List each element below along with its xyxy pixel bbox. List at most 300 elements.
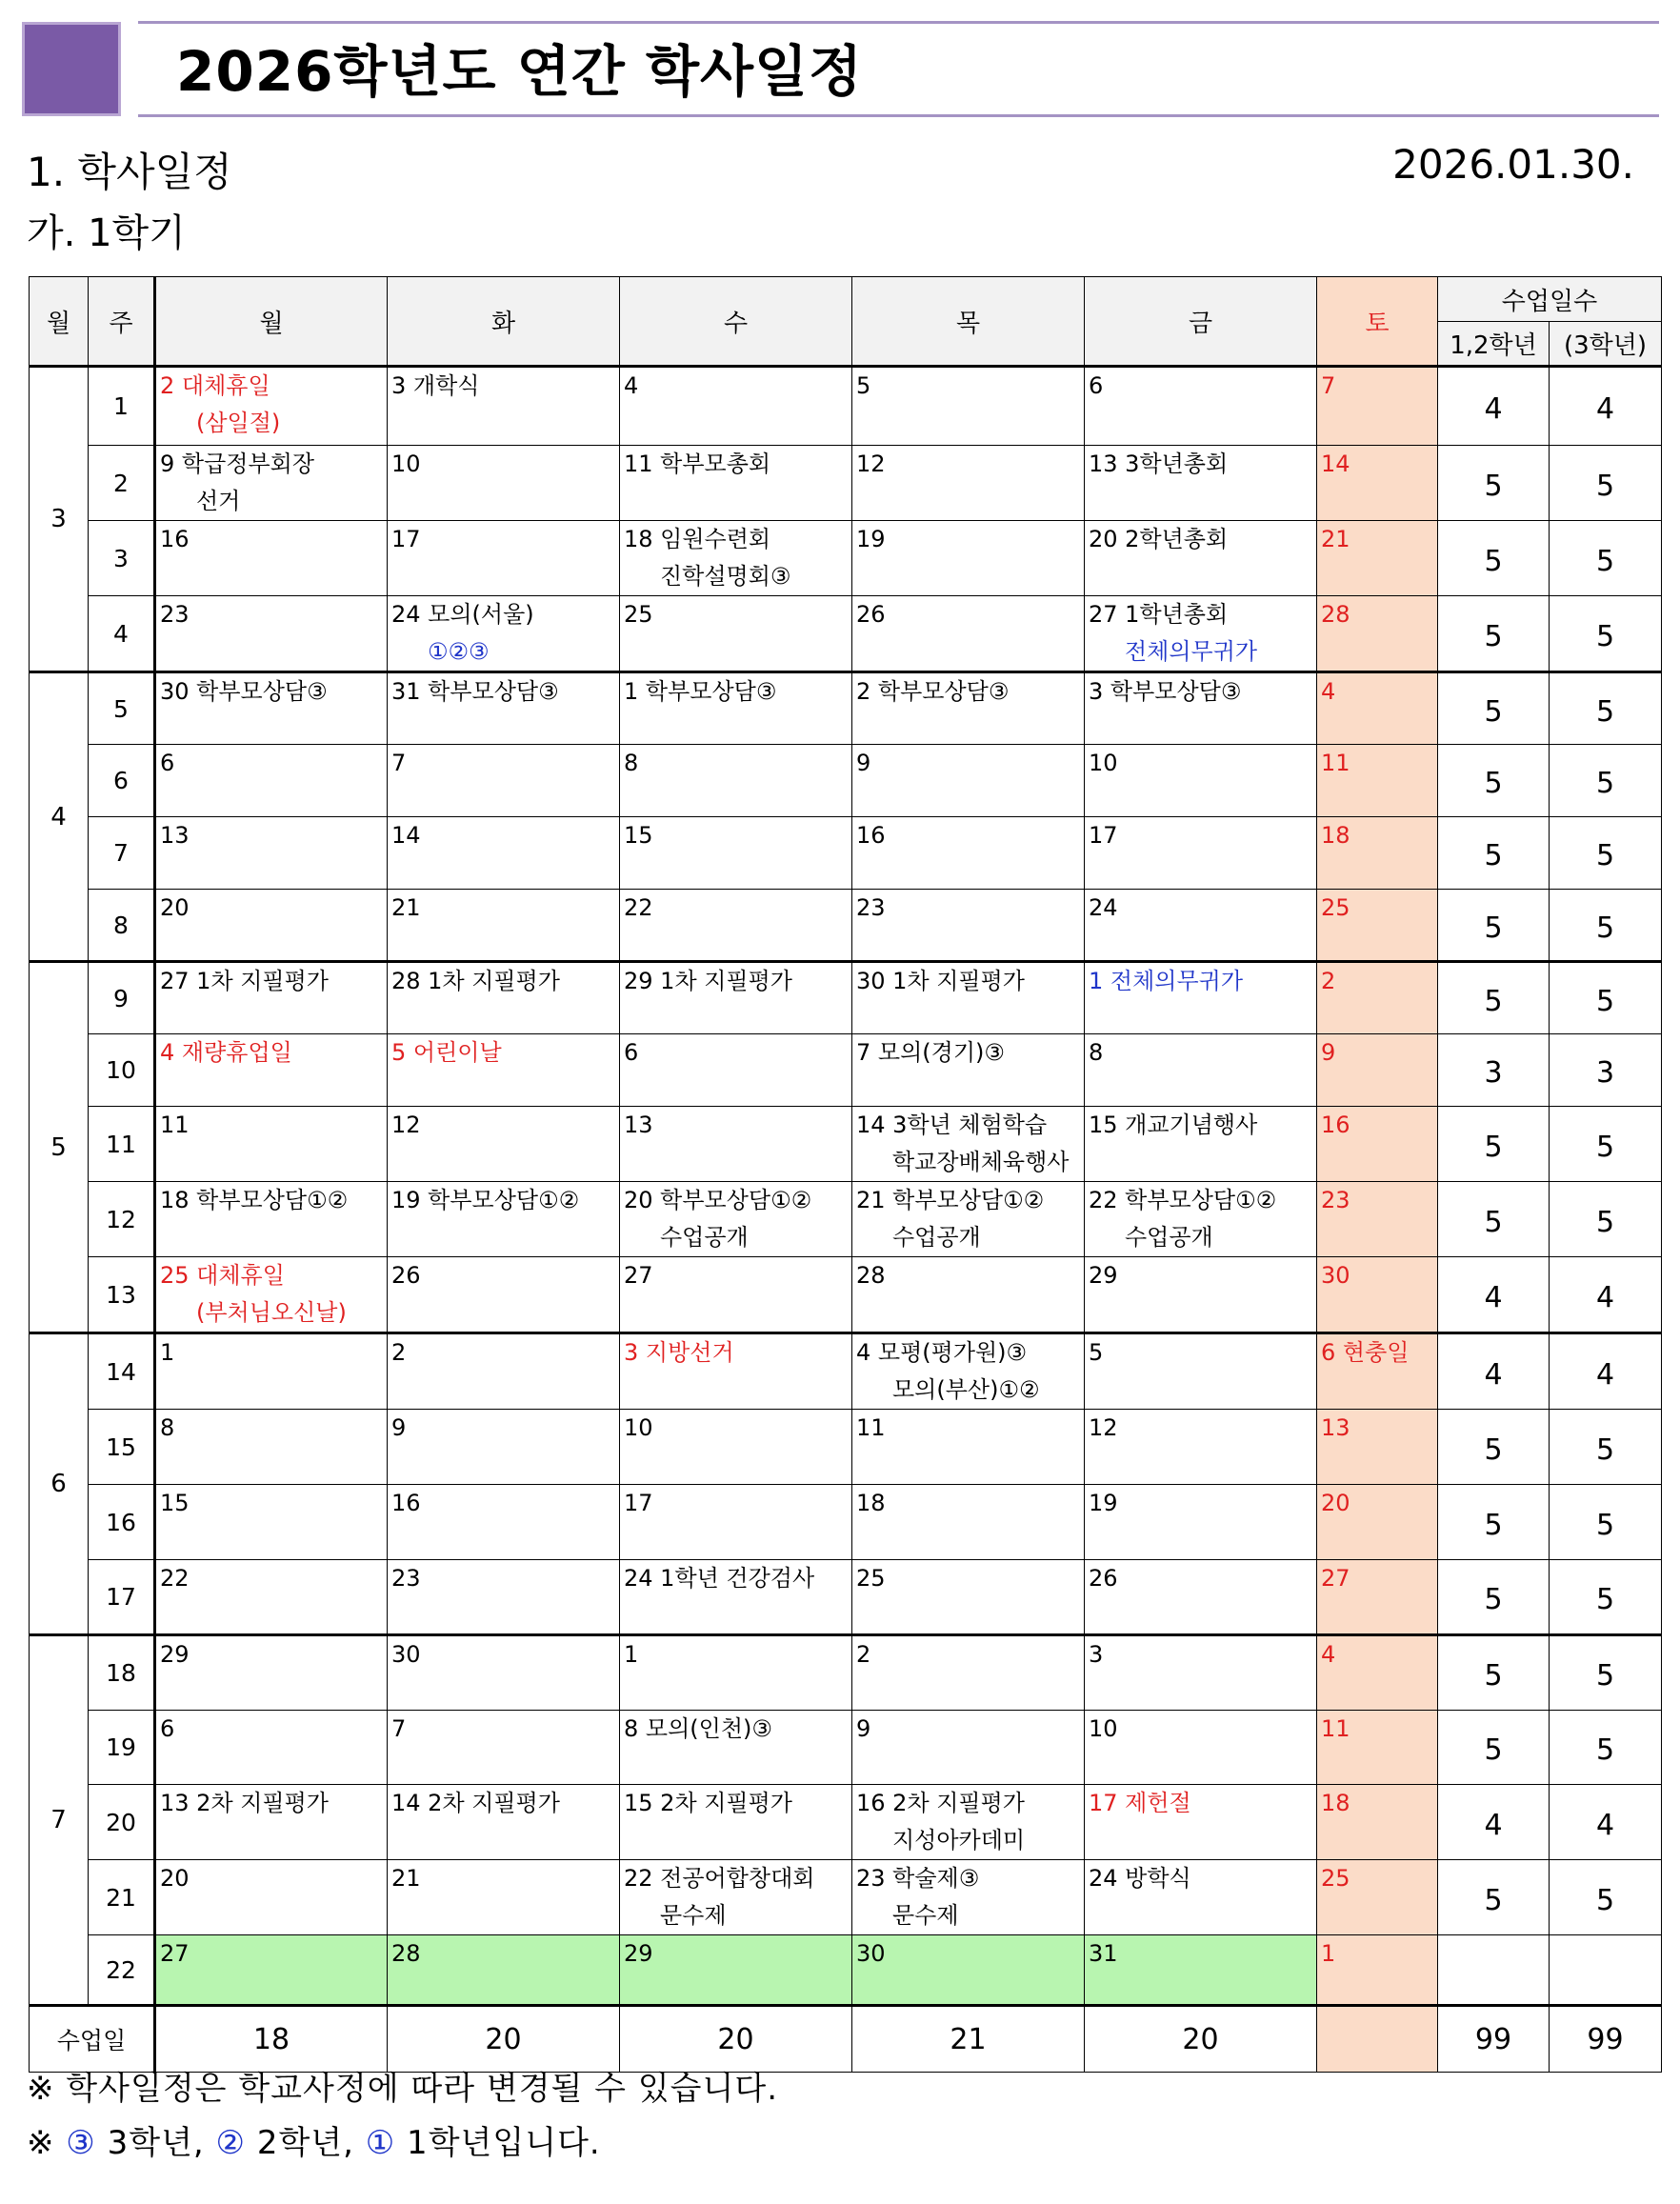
day-events	[1085, 745, 1316, 782]
header-grade12: 1,2학년	[1438, 322, 1550, 367]
day-cell	[1317, 962, 1438, 1034]
day-cell	[620, 1107, 852, 1182]
day-events	[1085, 1935, 1316, 1973]
title-rule-bottom	[138, 114, 1659, 117]
day-events	[388, 1636, 619, 1673]
week-row	[30, 745, 1662, 817]
day-events	[1085, 368, 1316, 405]
day-events	[620, 1107, 851, 1144]
day-text: 7 모의(경기)③	[856, 1039, 1005, 1066]
day-events	[156, 1636, 387, 1673]
day-text: 11 학부모총회	[624, 451, 771, 477]
day-events	[620, 1182, 851, 1256]
week-number: 22	[89, 1935, 155, 2006]
day-events	[156, 1334, 387, 1372]
day-events	[388, 1711, 619, 1748]
day-text: 학교장배체육행사	[892, 1149, 1070, 1175]
class-days-grade3: 5	[1550, 745, 1662, 817]
day-events	[156, 1107, 387, 1144]
day-text: 26	[1089, 1565, 1118, 1592]
day-text: 9	[1321, 1039, 1336, 1066]
day-text: 18	[856, 1490, 886, 1516]
day-events	[156, 1257, 387, 1332]
day-cell	[388, 1860, 620, 1935]
day-text: 2	[1321, 968, 1336, 994]
day-events	[852, 963, 1084, 1000]
day-events	[1085, 1257, 1316, 1294]
day-cell	[1317, 890, 1438, 962]
day-cell	[1085, 367, 1317, 446]
day-text: 16	[1321, 1112, 1350, 1138]
day-events	[620, 1334, 851, 1372]
day-text: 9	[391, 1414, 407, 1441]
day-events	[620, 1560, 851, 1597]
class-days-grade3: 5	[1550, 1410, 1662, 1485]
day-cell	[1085, 1935, 1317, 2006]
day-cell	[388, 367, 620, 446]
day-text: 5	[1089, 1339, 1104, 1366]
day-cell	[1085, 962, 1317, 1034]
day-cell	[620, 1785, 852, 1860]
day-cell	[620, 1860, 852, 1935]
day-cell	[1085, 596, 1317, 672]
class-days-grade12: 5	[1438, 745, 1550, 817]
week-row	[30, 446, 1662, 521]
day-text: 20	[1321, 1490, 1350, 1516]
day-cell	[1317, 446, 1438, 521]
day-cell	[1317, 1935, 1438, 2006]
day-text: 23	[160, 601, 190, 628]
day-events	[620, 1860, 851, 1934]
day-cell	[388, 446, 620, 521]
day-cell	[1317, 1257, 1438, 1333]
week-row	[30, 1860, 1662, 1935]
day-cell	[155, 1410, 388, 1485]
day-text: 21 학부모상담①②	[856, 1187, 1045, 1213]
note-line	[27, 2116, 601, 2163]
day-cell	[1085, 1107, 1317, 1182]
day-events	[1085, 1785, 1316, 1822]
day-cell	[1317, 1635, 1438, 1711]
day-text: 7	[391, 1715, 407, 1742]
day-cell	[620, 890, 852, 962]
day-cell	[1317, 1711, 1438, 1785]
day-text: 8	[624, 750, 639, 776]
total-grade12: 99	[1438, 2006, 1550, 2073]
day-cell	[1317, 1410, 1438, 1485]
week-number: 11	[89, 1107, 155, 1182]
day-cell	[852, 890, 1085, 962]
day-events	[852, 1860, 1084, 1934]
day-cell	[1317, 745, 1438, 817]
day-cell	[620, 1635, 852, 1711]
week-row	[30, 1333, 1662, 1410]
day-cell	[388, 1410, 620, 1485]
day-cell	[1317, 596, 1438, 672]
total-days: 20	[388, 2006, 620, 2073]
day-text: 29 1차 지필평가	[624, 968, 792, 994]
day-text: 30 1차 지필평가	[856, 968, 1025, 994]
day-cell	[155, 1182, 388, 1257]
day-text: 20 2학년총회	[1089, 526, 1229, 552]
day-text: 17	[1089, 822, 1118, 849]
day-text: 8	[1089, 1039, 1104, 1066]
day-cell	[1317, 1107, 1438, 1182]
day-cell	[388, 817, 620, 890]
day-text: 1	[160, 1339, 175, 1366]
day-cell	[155, 672, 388, 745]
day-cell	[852, 1485, 1085, 1560]
day-events	[1085, 1711, 1316, 1748]
day-cell	[620, 367, 852, 446]
day-text: 4	[624, 372, 639, 399]
day-events	[1085, 446, 1316, 483]
day-text: 6	[160, 750, 175, 776]
day-events	[1317, 1334, 1437, 1372]
day-text: 29	[624, 1940, 653, 1967]
day-cell	[388, 1257, 620, 1333]
day-cell	[852, 1182, 1085, 1257]
day-cell	[1085, 1860, 1317, 1935]
day-events	[1085, 1182, 1316, 1256]
day-text: (삼일절)	[196, 410, 281, 436]
week-number: 16	[89, 1485, 155, 1560]
schedule-table	[29, 276, 1662, 2073]
day-text: 13	[1321, 1414, 1350, 1441]
day-cell	[1085, 745, 1317, 817]
day-text: 28	[1321, 601, 1350, 628]
day-events	[1085, 1485, 1316, 1522]
week-number: 9	[89, 962, 155, 1034]
day-text: 29	[160, 1641, 190, 1668]
class-days-grade3: 5	[1550, 890, 1662, 962]
day-cell	[155, 1257, 388, 1333]
day-cell	[388, 1935, 620, 2006]
day-events	[388, 1034, 619, 1072]
day-events	[388, 368, 619, 405]
day-text: 19 학부모상담①②	[391, 1187, 580, 1213]
day-text: 14	[1321, 451, 1350, 477]
week-row	[30, 672, 1662, 745]
total-days: 20	[620, 2006, 852, 2073]
day-text: 3 개학식	[391, 372, 480, 399]
day-text: 2	[391, 1339, 407, 1366]
day-cell	[1085, 521, 1317, 596]
day-cell	[155, 1333, 388, 1410]
day-text: 11	[856, 1414, 886, 1441]
day-text: 26	[856, 601, 886, 628]
day-text: 14 3학년 체험학습	[856, 1112, 1048, 1138]
note-text: ※	[27, 2124, 67, 2162]
day-text: 29	[1089, 1262, 1118, 1289]
week-number: 12	[89, 1182, 155, 1257]
class-days-grade12: 3	[1438, 1034, 1550, 1107]
day-events	[852, 817, 1084, 854]
day-cell	[852, 817, 1085, 890]
class-days-grade12: 5	[1438, 890, 1550, 962]
total-days: 18	[155, 2006, 388, 2073]
day-text: 4 모평(평가원)③	[856, 1339, 1028, 1366]
day-events	[1317, 368, 1437, 405]
day-text: 1	[1321, 1940, 1336, 1967]
week-row	[30, 962, 1662, 1034]
class-days-grade3: 4	[1550, 1257, 1662, 1333]
day-text: 21	[391, 1865, 421, 1892]
day-events	[156, 673, 387, 711]
day-cell	[852, 1257, 1085, 1333]
day-cell	[1085, 1182, 1317, 1257]
day-events	[1317, 890, 1437, 927]
day-text: 13 2차 지필평가	[160, 1790, 329, 1816]
day-text: 21	[1321, 526, 1350, 552]
week-row	[30, 1560, 1662, 1635]
day-text: 14 2차 지필평가	[391, 1790, 560, 1816]
day-events	[1317, 1636, 1437, 1673]
day-cell	[1085, 1785, 1317, 1860]
class-days-grade12: 5	[1438, 1560, 1550, 1635]
day-cell	[155, 596, 388, 672]
day-cell	[852, 1860, 1085, 1935]
day-text: 16	[856, 822, 886, 849]
day-text: 16	[160, 526, 190, 552]
class-days-grade12: 5	[1438, 446, 1550, 521]
day-text: 10	[1089, 1715, 1118, 1742]
week-number: 21	[89, 1860, 155, 1935]
month-cell: 4	[30, 672, 89, 962]
day-events	[852, 1636, 1084, 1673]
day-cell	[1085, 890, 1317, 962]
day-cell	[155, 521, 388, 596]
day-cell	[1085, 1711, 1317, 1785]
week-row	[30, 1107, 1662, 1182]
class-days-grade3: 4	[1550, 367, 1662, 446]
day-cell	[620, 745, 852, 817]
week-number: 6	[89, 745, 155, 817]
day-cell	[852, 1785, 1085, 1860]
day-text: 6	[624, 1039, 639, 1066]
day-events	[852, 1257, 1084, 1294]
day-events	[388, 745, 619, 782]
day-events	[388, 1257, 619, 1294]
week-number: 15	[89, 1410, 155, 1485]
class-days-grade12: 5	[1438, 521, 1550, 596]
day-cell	[620, 1711, 852, 1785]
class-days-grade3: 3	[1550, 1034, 1662, 1107]
day-events	[1085, 1107, 1316, 1144]
day-cell	[155, 1485, 388, 1560]
header-grade3: (3학년)	[1550, 322, 1662, 367]
total-days: 20	[1085, 2006, 1317, 2073]
day-text: 15	[160, 1490, 190, 1516]
day-cell	[852, 1560, 1085, 1635]
day-events	[388, 596, 619, 671]
day-cell	[388, 890, 620, 962]
day-cell	[620, 1485, 852, 1560]
day-events	[620, 963, 851, 1000]
document-date: 2026.01.30.	[1392, 141, 1634, 188]
day-events	[156, 446, 387, 520]
day-events	[388, 1560, 619, 1597]
day-events	[852, 673, 1084, 711]
day-events	[1085, 1636, 1316, 1673]
day-text: 15 개교기념행사	[1089, 1112, 1258, 1138]
week-number: 18	[89, 1635, 155, 1711]
week-row	[30, 890, 1662, 962]
header-mon: 월	[155, 277, 388, 367]
day-events	[620, 890, 851, 927]
day-text: 12	[856, 451, 886, 477]
day-text: 23 학술제③	[856, 1865, 980, 1892]
day-text: 22 전공어합창대회	[624, 1865, 815, 1892]
day-text: 전체의무귀가	[1125, 638, 1258, 665]
day-cell	[852, 1410, 1085, 1485]
class-days-grade3: 5	[1550, 962, 1662, 1034]
class-days-grade12: 4	[1438, 1785, 1550, 1860]
day-events	[1085, 1860, 1316, 1897]
day-cell	[1085, 1257, 1317, 1333]
day-events	[1317, 446, 1437, 483]
day-events	[156, 368, 387, 442]
day-text: 20	[160, 1865, 190, 1892]
class-days-grade12: 4	[1438, 1257, 1550, 1333]
day-cell	[155, 367, 388, 446]
day-text: 26	[391, 1262, 421, 1289]
day-text: 15 2차 지필평가	[624, 1790, 792, 1816]
header-thu: 목	[852, 277, 1085, 367]
header-week: 주	[89, 277, 155, 367]
day-events	[388, 817, 619, 854]
day-events	[852, 1935, 1084, 1973]
day-cell	[852, 1711, 1085, 1785]
totals-label: 수업일	[30, 2006, 155, 2073]
day-events	[156, 1711, 387, 1748]
day-cell	[388, 1333, 620, 1410]
day-events	[620, 368, 851, 405]
day-events	[620, 1711, 851, 1748]
day-text: 27	[160, 1940, 190, 1967]
day-text: 8 모의(인천)③	[624, 1715, 772, 1742]
class-days-grade12: 5	[1438, 1635, 1550, 1711]
page-title: 2026학년도 연간 학사일정	[176, 39, 864, 104]
day-cell	[1317, 1333, 1438, 1410]
day-events	[156, 963, 387, 1000]
day-events	[388, 1485, 619, 1522]
day-text: 2	[856, 1641, 871, 1668]
day-events	[388, 1334, 619, 1372]
day-cell	[852, 672, 1085, 745]
day-cell	[1085, 1635, 1317, 1711]
day-cell	[388, 672, 620, 745]
title-decoration	[22, 22, 121, 116]
day-text: 17 제헌절	[1089, 1790, 1191, 1816]
day-cell	[1085, 1410, 1317, 1485]
day-events	[852, 1410, 1084, 1447]
day-cell	[1085, 672, 1317, 745]
header-sat: 토	[1317, 277, 1438, 367]
title-rule-top	[138, 21, 1659, 24]
day-text: 15	[624, 822, 653, 849]
class-days-grade3: 5	[1550, 1485, 1662, 1560]
day-text: 18 임원수련회	[624, 526, 771, 552]
day-text: 13	[624, 1112, 653, 1138]
note-text: ①	[365, 2124, 396, 2162]
day-cell	[1085, 1034, 1317, 1107]
day-text: 1 학부모상담③	[624, 678, 777, 705]
day-text: ①②③	[428, 638, 490, 665]
week-number: 14	[89, 1333, 155, 1410]
day-events	[620, 673, 851, 711]
day-text: 수업공개	[660, 1224, 749, 1251]
day-events	[1317, 1935, 1437, 1973]
day-cell	[1317, 1860, 1438, 1935]
class-days-grade3: 5	[1550, 1560, 1662, 1635]
class-days-grade12	[1438, 1935, 1550, 2006]
day-text: 24 방학식	[1089, 1865, 1191, 1892]
day-text: 10	[391, 451, 421, 477]
day-text: 27 1학년총회	[1089, 601, 1229, 628]
class-days-grade12: 5	[1438, 596, 1550, 672]
day-events	[1317, 596, 1437, 633]
day-text: 1 전체의무귀가	[1089, 968, 1244, 994]
day-events	[620, 446, 851, 483]
day-cell	[852, 1034, 1085, 1107]
class-days-grade12: 5	[1438, 1860, 1550, 1935]
class-days-grade3: 5	[1550, 817, 1662, 890]
month-cell: 7	[30, 1635, 89, 2006]
day-text: 진학설명회③	[660, 563, 791, 590]
day-cell	[1085, 1333, 1317, 1410]
day-text: 18	[1321, 1790, 1350, 1816]
class-days-grade12: 5	[1438, 1182, 1550, 1257]
day-cell	[852, 596, 1085, 672]
note-text: ※ 학사일정은 학교사정에 따라 변경될 수 있습니다.	[27, 2070, 779, 2108]
day-cell	[155, 817, 388, 890]
day-text: 수업공개	[1125, 1224, 1213, 1251]
day-text: 24 1학년 건강검사	[624, 1565, 815, 1592]
day-events	[1317, 1785, 1437, 1822]
day-cell	[155, 1560, 388, 1635]
class-days-grade3: 5	[1550, 1860, 1662, 1935]
day-text: 11	[160, 1112, 190, 1138]
section-heading: 1. 학사일정	[27, 149, 232, 195]
day-cell	[1317, 1560, 1438, 1635]
day-text: 11	[1321, 750, 1350, 776]
day-text: 3 학부모상담③	[1089, 678, 1242, 705]
day-events	[620, 1257, 851, 1294]
day-events	[852, 1785, 1084, 1859]
week-row	[30, 1785, 1662, 1860]
day-events	[388, 446, 619, 483]
day-text: 선거	[196, 488, 241, 514]
day-events	[1317, 1182, 1437, 1219]
day-cell	[388, 1635, 620, 1711]
day-cell	[620, 672, 852, 745]
day-cell	[388, 596, 620, 672]
day-events	[1317, 1257, 1437, 1294]
day-cell	[852, 1333, 1085, 1410]
day-events	[156, 1485, 387, 1522]
day-cell	[388, 1034, 620, 1107]
day-events	[388, 963, 619, 1000]
day-text: 9 학급정부회장	[160, 451, 315, 477]
day-cell	[155, 1785, 388, 1860]
week-row	[30, 1034, 1662, 1107]
day-cell	[388, 521, 620, 596]
day-cell	[1317, 817, 1438, 890]
total-grade3: 99	[1550, 2006, 1662, 2073]
day-events	[388, 1410, 619, 1447]
week-number: 7	[89, 817, 155, 890]
